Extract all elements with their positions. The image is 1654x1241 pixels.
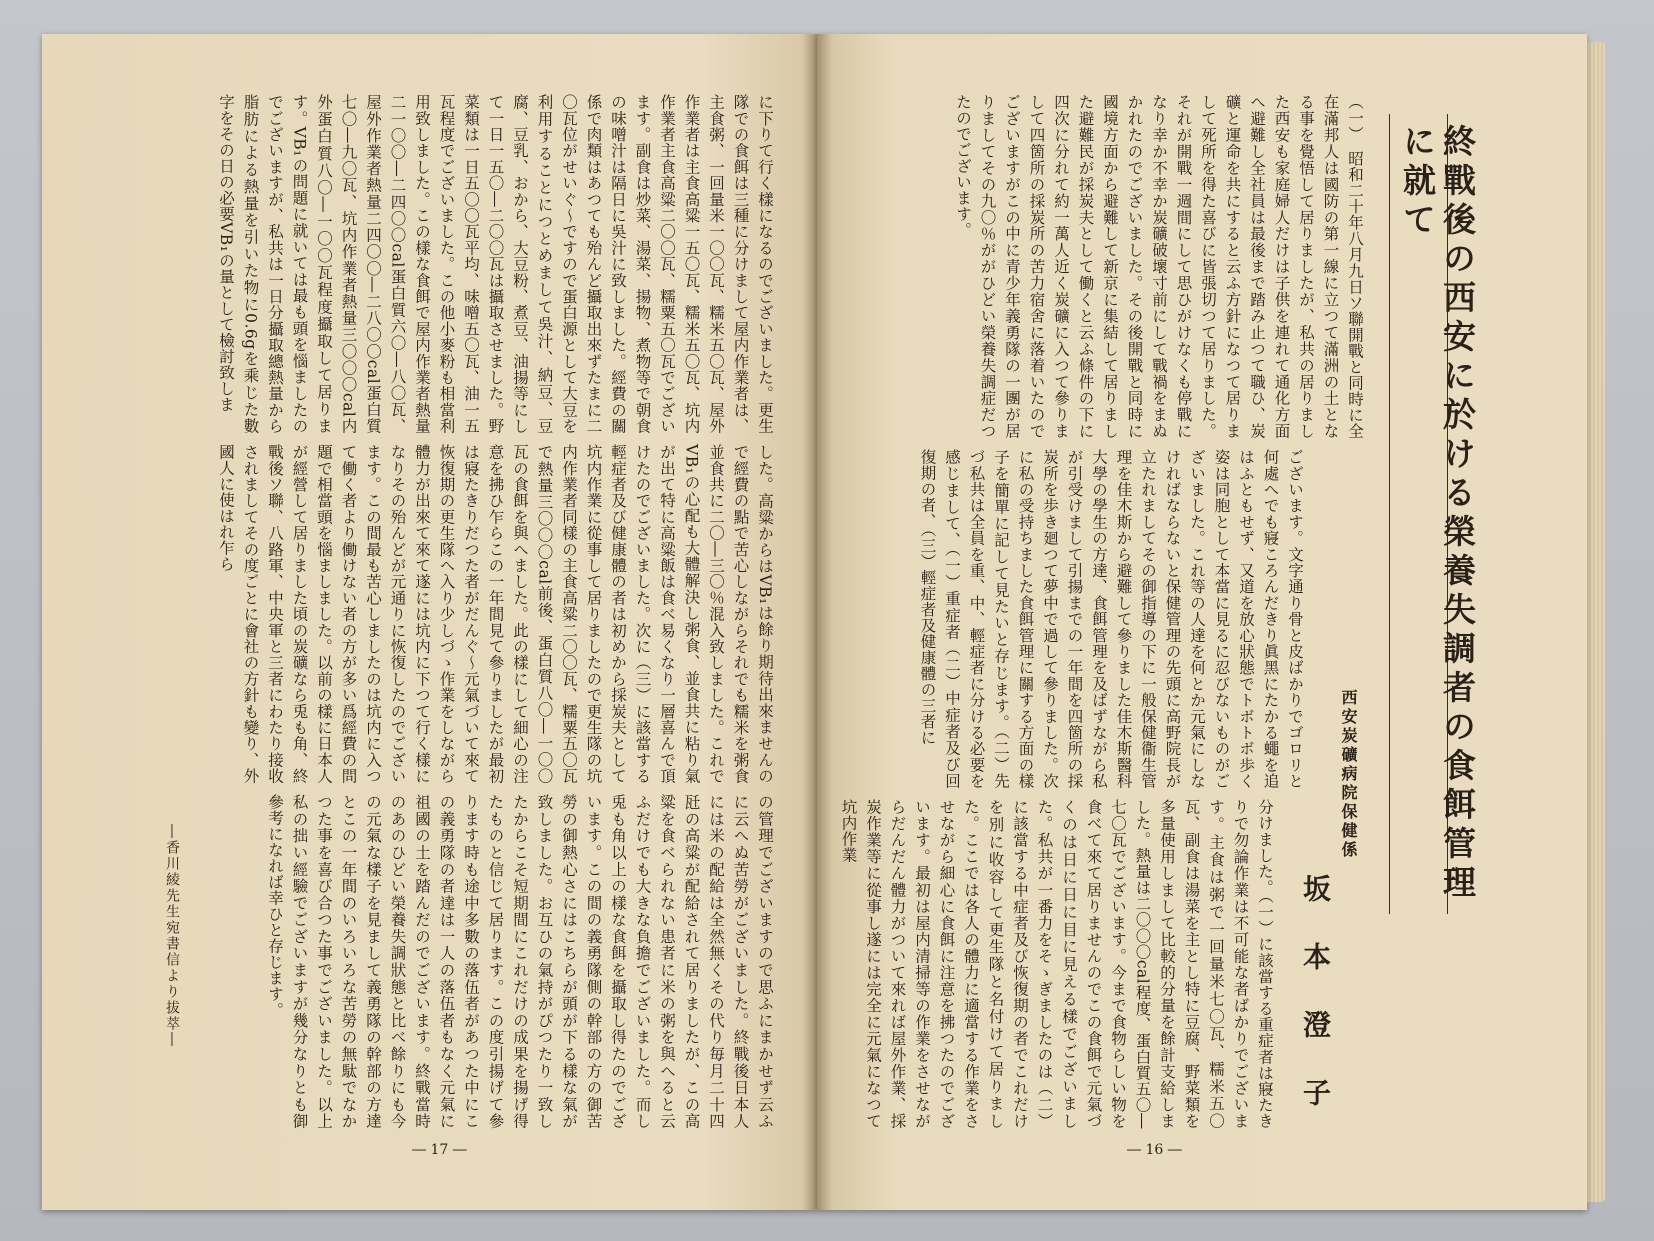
- page-edges: [1587, 42, 1605, 1202]
- open-booklet: [42, 34, 1602, 1210]
- right-lower-text: 分けました。（一）に該當する重症者は寢たきりで勿論作業は不可能な者ばかりでございます。主食は粥で一回量米七〇瓦、糯米五〇瓦、副食は湯菜を主とし特に豆腐、野菜類を多量使用しまして比較的分量を餘計支給しました。熱量は二〇〇〇cal程度、蛋白質五〇―七〇瓦でございます。今まで食物らしい物を食べて來て居りませんのでこの食餌で元氣づくのは日に日に目に見える樣でございました。私共が一番力をそゝぎましたのは（二）に該當する中症者及び恢復期の者でこれだけを別に收容して更生隊と名付けて居りました。ここでは各人の體力に適當する作業をさせながら細心に食餌に注意を拂つたのでございます。最初は屋内清掃等の作業をさせながらだんだん體力がついて來れば屋外作業、採炭作業等に從事し遂には完全に元氣になつて坑内作業: [839, 799, 1274, 1129]
- left-lower-text: の管理でございますので思ふにまかせず云ふに云へぬ苦勞がございました。終戰後日本人には米の配給は全然無くその代り毎月二十四瓩の高粱が配給されて居りましたが、この高粱を食べられない患者に米の粥を與へると云ふだけでも大きな負擔でございました。而し兎も角以上の樣な食餌を攝取し得たのでございます。この間の義勇隊側の幹部の方の御苦勞の御熱心さにはこちらが頭が下る樣な氣が致しました。お互ひの氣持がぴつたり一致したからこそ短期間にこれだけの成果を揚げ得たものと信じて居ります。この度引揚げて參ります時も途中多數の落伍者があつた中にこの義勇隊の者達は一人の落伍者もなく元氣に祖國の土を踏んだのでございます。終戰當時のあのひどい榮養失調狀態と比べ餘りにも今の元氣な樣子を見まして義勇隊の幹部の方達とこの一年間のいろいろな苦勞の無駄でなかつた事を喜び合つた事でございました。以上私の拙い經驗でございますが幾分なりとも御參考になれば幸ひと存じます。: [266, 794, 774, 1129]
- page-number-right: ― 16 ―: [1127, 1142, 1182, 1158]
- article-title: 終戰後の西安に於ける榮養失調者の食餌管理に就て: [1398, 124, 1477, 904]
- page-17: [42, 34, 817, 1210]
- author-name: 坂本澄子: [1299, 874, 1332, 1146]
- book-gutter: [802, 34, 832, 1210]
- title-rule-left: [1389, 114, 1390, 914]
- page-16: [817, 34, 1587, 1210]
- right-middle-text: ございます。文字通り骨と皮ばかりでゴロリと何處へでも寢ころんだきり眞黑にたかる蠅を追はふともせず、又道を放心狀態でトボトボ歩く姿は同胞として本當に見るに忍びないものがございました。これ等の人達を何とか元氣にしなければならないと保健管理の先頭に高野院長が立たれましてその御指導の下に一般保健衞生管理を佳木斯から避難して參りました佳木斯醫科大學の學生の方達、食餌管理を及ばずながら私が引受けまして引揚までの一年間を四箇所の採炭所を歩き廻つて夢中で過して參りました。次に私の受持ちました食餌管理に關する方面の樣子を簡單に記して見たいと存じます。（二）先づ私共は全員を重、中、輕症者に分ける必要を感じまして、（一）重症者（二）中症者及び回復期の者、（三）輕症者及健康體の三者に: [918, 449, 1304, 789]
- left-upper-text: に下りて行く樣になるのでございました。更生隊での食餌は三種に分けまして屋内作業者は、主食粥、一回量米一〇〇瓦、糯米五〇瓦、屋外作業者は主食高粱一五〇瓦、糯米五〇瓦、坑内作業者主食高粱二〇〇瓦、糯粟五〇瓦でございます。副食は炒菜、湯菜、揚物、煮物等で朝食の味噌汁は隔日に吳汁に致しました。經費の關係で肉類はあつても殆んど攝取出來ずたまに二〇瓦位がせいぐ〜ですので蛋白源として大豆を利用することにつとめまして吳汁、納豆、豆腐、豆乳、おから、大豆粉、煮豆、油揚等にして一日一五〇―二〇〇瓦は攝取させました。野菜類は一日五〇〇瓦平均、味噌五〇瓦、油一五瓦程度でございました。この他小麥粉も相當利用致しました。この樣な食餌で屋内作業者熱量二一〇〇―二四〇〇cal蛋白質六〇―八〇瓦、屋外作業者熱量二四〇〇―二八〇〇cal蛋白質七〇―九〇瓦、坑内作業者熱量三〇〇〇cal内外蛋白質八〇―一〇〇瓦程度攝取して居ります。VB₁の問題に就いては最も頭を惱ましたのでございますが、私共は一日分攝取總熱量から脂肪による熱量を引いた物に0.6gを乘じた數字をその日の必要VB₁の量として檢討致しま: [217, 94, 774, 435]
- page-number-left: ― 17 ―: [412, 1142, 467, 1158]
- right-upper-text: （一） 昭和二十年八月九日ソ聯開戰と同時に全在滿邦人は國防の第一線に立つて滿洲の土となる事を覺悟して居りましたが、私共の居りました西安も家庭婦人だけは子供を連れて通化方面へ避難し全社員は最後まで踏み止つて職ひ、炭礦と運命を共にすると云ふ方針になつて居りまして死所を得た喜びに皆張切つて居りました。それが開戰一週間にして思ひがけなくも停戰になり幸か不幸か炭礦破壞寸前にして戰禍をまぬかれたのでございました。その後開戰と同時に國境方面から避難して新京に集結して居りました避難民が採炭夫として働くと云ふ條件の下に四次に分れて約一萬人近く炭礦に入つて參りまして四箇所の採炭所の苦力宿舍に落着いたのでございますがこの中に青少年義勇隊の一團が居りましてその九〇％ががひどい榮養失調症だつたのでございます。: [954, 94, 1364, 440]
- left-middle-text: した。高粱からはVB₁は餘り期待出來ませんので經費の點で苦心しながらそれでも糯米を粥食並食共に二〇―三〇％混入致しました。これでVB₁の心配も大體解決し粥食、並食共に粘り氣が出て特に高粱飯は食べ易くなり一層喜んで頂けたのでございました。次に（三）に該當する輕症者及び健康體の者は初めから採炭夫として坑内作業に從事して居りましたので更生隊の坑内作業者同樣の主食高粱二〇〇瓦、糯粟五〇瓦で熱量三〇〇〇cal前後、蛋白質八〇―一〇〇瓦の食餌を與へました。此の樣にして細心の注意を拂ひ乍らこの一年間見て參りましたが最初は寢たきりだつた者がだんぐ〜元氣づいて來て恢復期の更生隊へ入り少しづゝ作業をしながら體力が出來て來て遂には坑内に下つて行く樣になりその殆んどが元通りに恢復したのでございます。この間最も苦心しましたのは坑内に入つて働く者より働けない者の方が多い爲經費の問題で相當頭を惱ましました。以前の樣に日本人が經營して居りました頃の炭礦なら兎も角、終戰後ソ聯、八路軍、中央軍と三者にわたり接收されましてその度ごとに會社の方針も變り、外國人に使はれ乍ら: [217, 444, 774, 785]
- author-affiliation: 西安炭礦病院保健係: [1339, 689, 1358, 860]
- source-credit: ―香川綾先生宛書信より拔萃―: [164, 824, 180, 1048]
